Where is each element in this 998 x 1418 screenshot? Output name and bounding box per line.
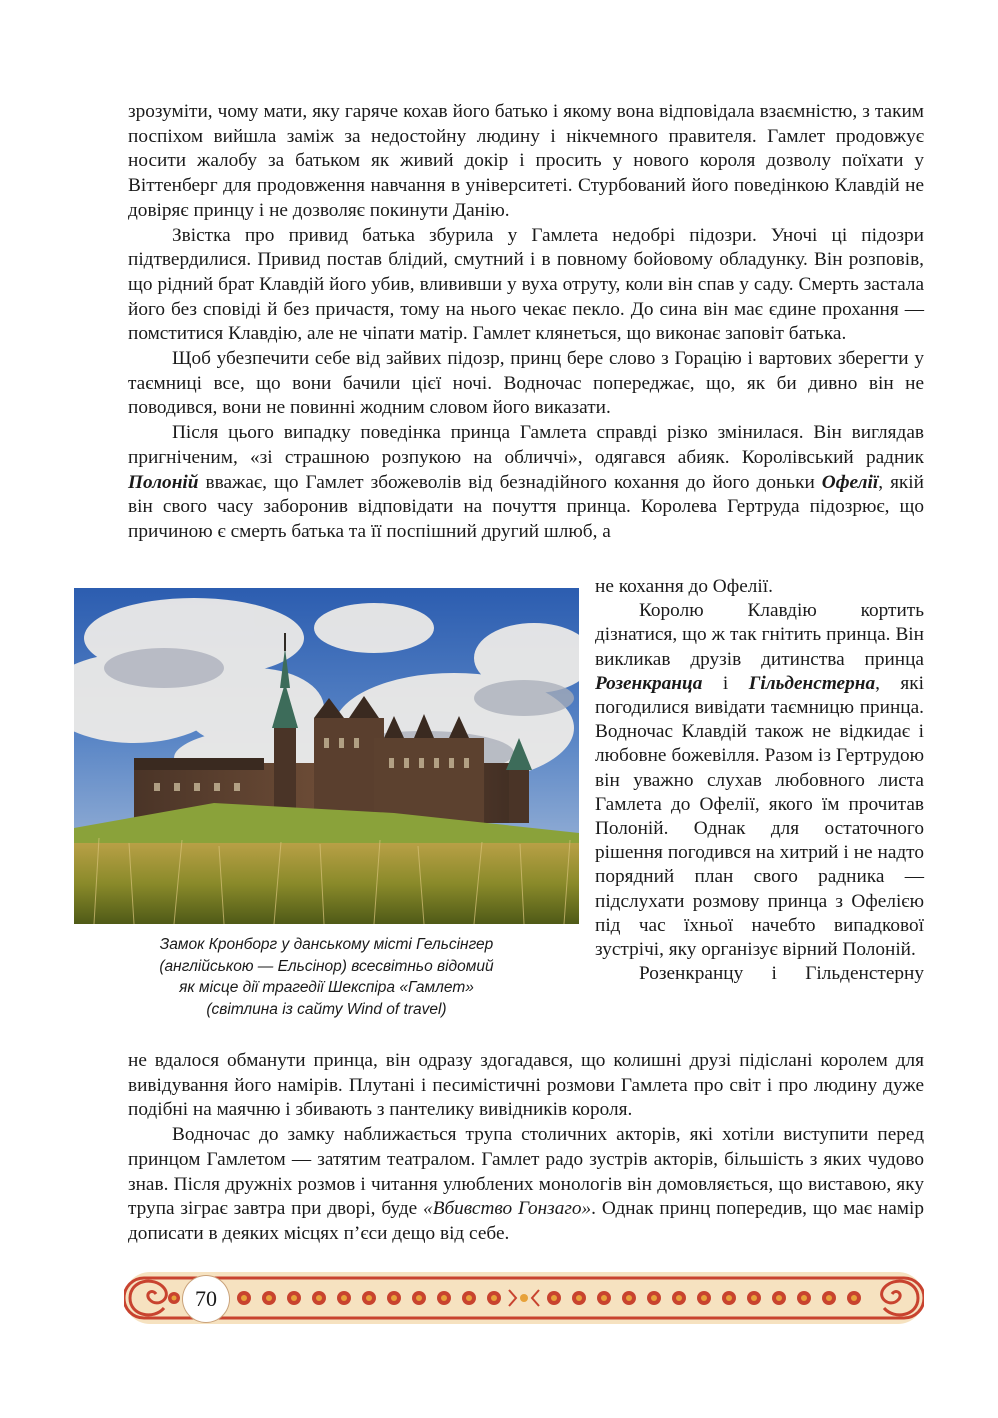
paragraph-4: Після цього випадку поведінка принца Гамлета справді різко змінилася. Він виглядав пригніченим, «зі страшною розпукою на обличчі», одягався абияк. Королівський радник Полоній вважає, що Гамлет збожеволів від безнадійного кохання до його доньки Офелії, якій він свого часу заборонив відповідати на почуття принца. Королева Гертруда підозрює, що причиною є смерть батька та її поспішний другий шлюб, а [128, 422, 924, 542]
play-title: «Вбивство Гонзаго» [423, 1198, 592, 1220]
paragraph-7: Водночас до замку наближається трупа столичних акторів, які хотіли виступити перед принцом Гамлетом — затятим театралом. Гамлет радо зустрів акторів, більшість з яких чудово знав. Після дружніх розмов і читання улюблених монологів він домовляється, що виставою, яку трупа зіграє завтра при дворі, буде «Вбивство Гонзаго». Однак принц попередив, що має намір дописати в деяких місцях п’єси дещо від себе. [128, 1124, 924, 1244]
text-block-bottom [128, 1049, 924, 1247]
caption-line-1: Замок Кронборг у данському місті Гельсінгер [159, 936, 494, 953]
paragraph-4-end: не кохання до Офелії. [595, 576, 773, 597]
caption-line-3: як місце дії трагедії Шекспіра «Гамлет» [179, 979, 474, 996]
castle-photo [74, 588, 579, 924]
text-block-top [128, 100, 924, 545]
paragraph-6: не вдалося обманути принца, він одразу здогадався, що колишні друзі підіслані королем для вивідування його намірів. Плутані і песимістичні розмови Гамлета про світ і про людину дуже подібні на маячню і збивають з пантелику вивідників короля. [128, 1050, 924, 1121]
caption-line-2: (англійською — Ельсінор) всесвітньо відомий [159, 957, 494, 975]
paragraph-1: зрозуміти, чому мати, яку гаряче кохав його батько і якому вона відповідала взаємністю, з таким поспіхом вийшла заміж за недостойну людину і нікчемного правителя. Гамлет продовжує носити жалобу за батьком як живий докір і просить у нового короля дозволу поїхати у Віттенберг для продовження навчання в університеті. Стурбований його поведінкою Клавдій не довіряє принцу і не дозволяє покинути Данію. [128, 101, 924, 221]
paragraph-5: Королю Клавдію кортить дізнатися, що ж так гнітить принца. Він викликав друзів дитинства принца Розенкранца і Гільденстерна, які погодилися вивідати таємницю принца. Водночас Клавдій також не відкидає і любовне божевілля. Разом із Гертрудою він уважно слухав любовного листа Гамлета до Офелії, якого їм прочитав Полоній. Однак для остаточного рішення погодився на хитрий і не надто порядний план свого радника — підслухати розмову принца з Офелією під час їхньої начебто випадкової зустрічі, яку організує вірний Полоній. [595, 600, 925, 961]
name-guildenstern: Гільденстерна [748, 672, 876, 694]
photo-caption [74, 934, 579, 1020]
name-rosencrantz: Розенкранца [595, 672, 703, 694]
paragraph-6-start: Розенкранцу і Гільденстерну [639, 963, 924, 985]
name-polonius: Полоній [128, 471, 199, 493]
caption-line-4: (світлина із сайту Wind of travel) [206, 1000, 447, 1018]
folk-ornament-band [124, 1272, 924, 1324]
paragraph-2: Звістка про привид батька збурила у Гамлета недобрі підозри. Уночі ці підозри підтвердилися. Привид постав блідий, смутний і в повному бойовому обладунку. Він розповів, що рідний брат Клавдій його убив, влививши у вуха отруту, коли він спав у саду. Смерть застала його без сповіді й без причастя, тому на нього чекає пекло. До сина він має єдине прохання — помститися Клавдію, але не чіпати матір. Гамлет клянеться, що виконає заповіт батька. [128, 224, 924, 345]
text-block-right [595, 575, 924, 986]
page-number: 70 [183, 1276, 229, 1322]
name-ophelia: Офелії [821, 471, 879, 493]
paragraph-3: Щоб убезпечити себе від зайвих підозр, принц бере слово з Горацію і вартових зберегти у таємниці все, що вони бачили цієї ночі. Водночас попереджає, що, як би дивно він не поводився, вони не повинні жодним словом його виказати. [128, 348, 924, 419]
